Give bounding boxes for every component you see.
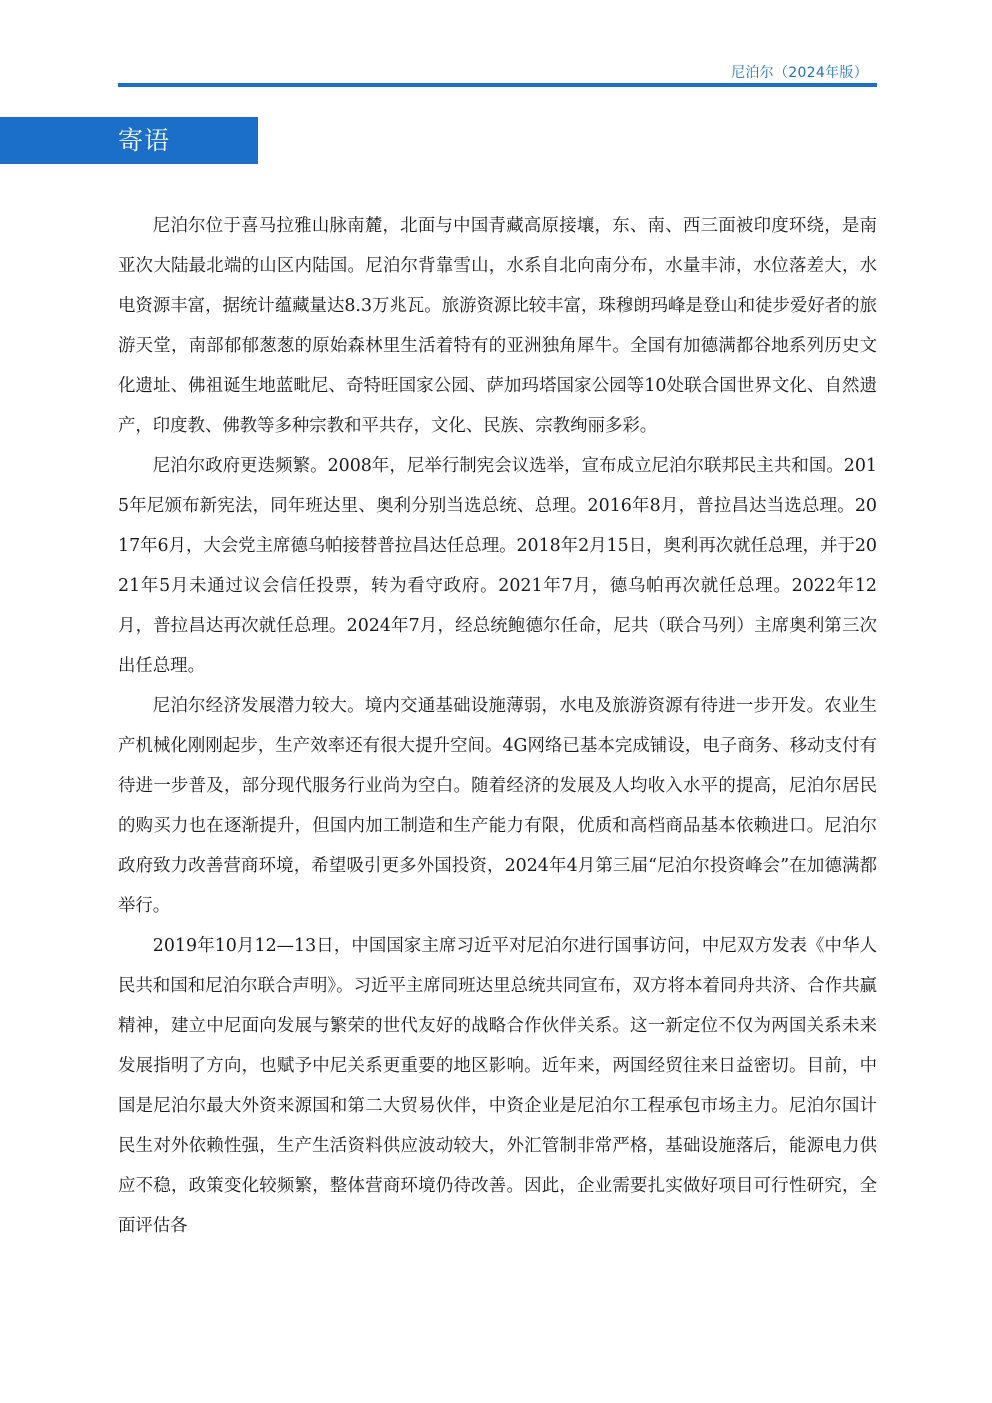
paragraph-geography: 尼泊尔位于喜马拉雅山脉南麓，北面与中国青藏高原接壤，东、南、西三面被印度环绕，是南亚次大陆最北端的山区内陆国。尼泊尔背靠雪山，水系自北向南分布，水量丰沛，水位落差大，水电资源丰富，据统计蕴藏量达8.3万兆瓦。旅游资源比较丰富，珠穆朗玛峰是登山和徒步爱好者的旅游天堂，南部郁郁葱葱的原始森林里生活着特有的亚洲独角犀牛。全国有加德满都谷地系列历史文化遗址、佛祖诞生地蓝毗尼、奇特旺国家公园、萨加玛塔国家公园等10处联合国世界文化、自然遗产，印度教、佛教等多种宗教和平共存，文化、民族、宗教绚丽多彩。 [118,216,877,436]
section-banner [0,117,258,164]
paragraph-economy: 尼泊尔经济发展潜力较大。境内交通基础设施薄弱，水电及旅游资源有待进一步开发。农业生产机械化刚刚起步，生产效率还有很大提升空间。4G网络已基本完成铺设，电子商务、移动支付有待进一步普及，部分现代服务行业尚为空白。随着经济的发展及人均收入水平的提高，尼泊尔居民的购买力也在逐渐提升，但国内加工制造和生产能力有限，优质和高档商品基本依赖进口。尼泊尔政府致力改善营商环境，希望吸引更多外国投资，2024年4月第三届“尼泊尔投资峰会”在加德满都举行。 [118,696,877,916]
header-divider [118,83,877,87]
body-text [118,206,877,1246]
paragraph-bilateral-relations: 2019年10月12—13日，中国国家主席习近平对尼泊尔进行国事访问，中尼双方发表《中华人民共和国和尼泊尔联合声明》。习近平主席同班达里总统共同宣布，双方将本着同舟共济、合作共赢精神，建立中尼面向发展与繁荣的世代友好的战略合作伙伴关系。这一新定位不仅为两国关系未来发展指明了方向，也赋予中尼关系更重要的地区影响。近年来，两国经贸往来日益密切。目前，中国是尼泊尔最大外资来源国和第二大贸易伙伴，中资企业是尼泊尔工程承包市场主力。尼泊尔国计民生对外依赖性强，生产生活资料供应波动较大，外汇管制非常严格，基础设施落后，能源电力供应不稳，政策变化较频繁，整体营商环境仍待改善。因此，企业需要扎实做好项目可行性研究，全面评估各 [118,936,877,1236]
section-title: 寄语 [118,126,171,155]
paragraph-politics: 尼泊尔政府更迭频繁。2008年，尼举行制宪会议选举，宣布成立尼泊尔联邦民主共和国。2015年尼颁布新宪法，同年班达里、奥利分别当选总统、总理。2016年8月，普拉昌达当选总理。2017年6月，大会党主席德乌帕接替普拉昌达任总理。2018年2月15日，奥利再次就任总理，并于2021年5月未通过议会信任投票，转为看守政府。2021年7月，德乌帕再次就任总理。2022年12月，普拉昌达再次就任总理。2024年7月，经总统鲍德尔任命，尼共（联合马列）主席奥利第三次出任总理。 [118,456,877,676]
running-header-title: 尼泊尔（2024年版） [731,65,868,81]
